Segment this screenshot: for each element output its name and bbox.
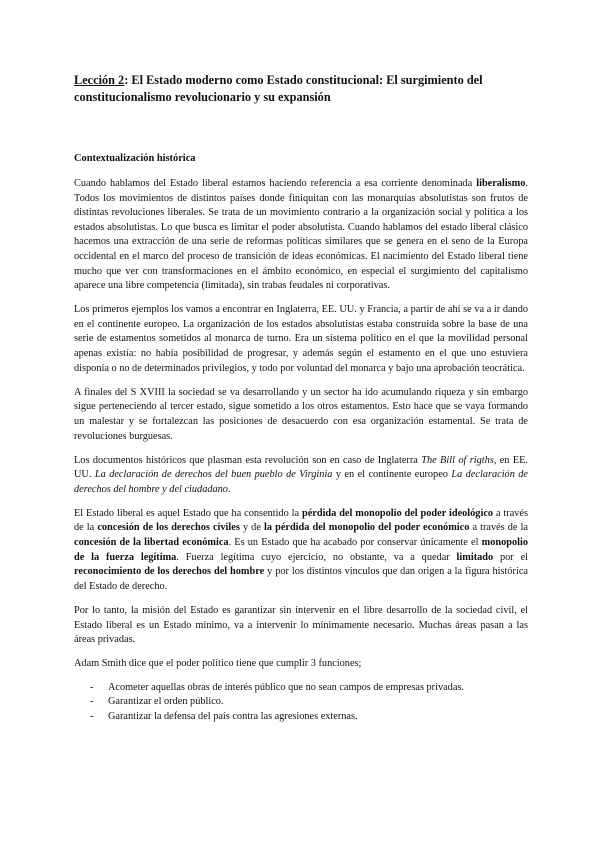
list-item-text: Garantizar el orden público.	[108, 696, 224, 708]
text-run: a través de la	[469, 522, 529, 534]
bold-term: concesión de los derechos civiles	[97, 522, 240, 534]
lesson-title	[74, 72, 528, 106]
bold-term: reconocimiento de los derechos del hombre	[74, 566, 265, 578]
text-run: por el	[493, 551, 529, 563]
bold-term: concesión de la libertad económica	[74, 537, 229, 549]
italic-title: The Bill of rigths	[421, 454, 494, 466]
functions-list	[74, 681, 528, 725]
text-run: Cuando hablamos del Estado liberal estamos haciendo referencia a esa corriente denominada	[74, 178, 477, 189]
bold-term: monopolio de la fuerza legítima	[74, 537, 528, 563]
list-dash: -	[90, 711, 94, 722]
list-item	[74, 710, 528, 725]
italic-title: La declaración de derechos del buen pueblo de Virginia	[94, 469, 333, 481]
list-item	[74, 695, 528, 710]
text-run: y de	[239, 522, 264, 534]
paragraph-xviii-century: A finales del S XVIII la sociedad se va desarrollando y un sector ha ido acumulando riqueza y sin embargo sigue perteneciendo al tercer estado, sigue sometido a los otros estamentos. Esto hace que se vaya formando un malestar y se fortalezcan las posiciones de desacuerdo con esa organización estamental. Se trata de revoluciones burguesas.	[74, 386, 528, 442]
paragraph-liberal-state-definition	[74, 507, 528, 595]
list-item-text: Garantizar la defensa del país contra las agresiones externas.	[108, 711, 358, 722]
text-run: El Estado liberal es aquel Estado que ha consentido la	[74, 507, 302, 519]
list-item	[74, 681, 528, 696]
paragraph-adam-smith: Adam Smith dice que el poder político tiene que cumplir 3 funciones;	[74, 658, 362, 670]
list-dash: -	[90, 696, 94, 708]
lesson-title-text: : El Estado moderno como Estado constitucional: El surgimiento del constitucionalismo revolucionario y su expansión	[74, 73, 483, 104]
text-run: . Todos los movimientos de distintos países donde finiquitan con las monarquías absolutistas son frutos de distintas revoluciones liberales. Se trata de un movimiento contrario a la organización social y política a los estados absolutistas. Lo que busca es limitar el poder absolutista. Cuando hablamos del estado liberal clásico hacemos una extracción de una serie de reformas políticas similares que se genera en el seno de la Europa occidental en el marco del proceso de transición de ideas económicas. El nacimiento del Estado liberal tiene mucho que ver con transformaciones en el ámbito económico, en especial el surgimiento del capitalismo aparece una libre competencia (limitada), sin trabas feudales ni corporativas.	[74, 178, 528, 292]
text-run: . Es un Estado que ha acabado por conservar únicamente el	[228, 537, 482, 549]
paragraph-first-examples: Los primeros ejemplos los vamos a encontrar en Inglaterra, EE. UU. y Francia, a partir de ahí se va a ir dando en el continente europeo. La organización de los estados absolutistas estaba construida sobre la base de una serie de estamentos sometidos al monarca de turno. Era un sistema político en el que la movilidad personal apenas existía: no había posibilidad de progresar, y además según el estamento en el que uno estuviera disponía o no de determinados privilegios, y todo por voluntad del monarca y bajo una aprobación teocrática.	[74, 304, 528, 374]
paragraph-historic-documents	[74, 454, 528, 498]
text-run: y en el continente europeo	[332, 469, 452, 481]
text-run: Los documentos históricos que plasman esta revolución son en caso de Inglaterra	[74, 454, 422, 466]
lesson-number: Lección 2	[74, 73, 125, 87]
list-item-text: Acometer aquellas obras de interés público que no sean campos de empresas privadas.	[108, 681, 464, 693]
text-run: y por los distintos vínculos que dan origen a la figura histórica del Estado de derecho.	[74, 566, 528, 592]
bold-term: pérdida del monopolio del poder ideológico	[301, 507, 494, 519]
bold-term: liberalismo	[476, 178, 526, 189]
text-run: a través de la	[74, 507, 528, 534]
text-run: , en EE. UU.	[74, 454, 528, 481]
text-run: . Fuerza legítima cuyo ejercicio, no obstante, va a quedar	[176, 551, 457, 563]
section-heading: Contextualización histórica	[74, 153, 196, 164]
text-run: .	[227, 483, 231, 495]
italic-title: La declaración de derechos del hombre y del ciudadano	[74, 469, 528, 495]
list-dash: -	[90, 681, 94, 693]
bold-term: la pérdida del monopolio del poder económico	[264, 522, 470, 534]
bold-term: limitado	[456, 551, 494, 563]
paragraph-state-mission: Por lo tanto, la misión del Estado es garantizar sin intervenir en el libre desarrollo de la sociedad civil, el Estado liberal es un Estado mínimo, va a intervenir lo mínimamente necesario. Muchas áreas pasan a las áreas privadas.	[74, 604, 528, 646]
paragraph-liberalism	[74, 177, 528, 294]
